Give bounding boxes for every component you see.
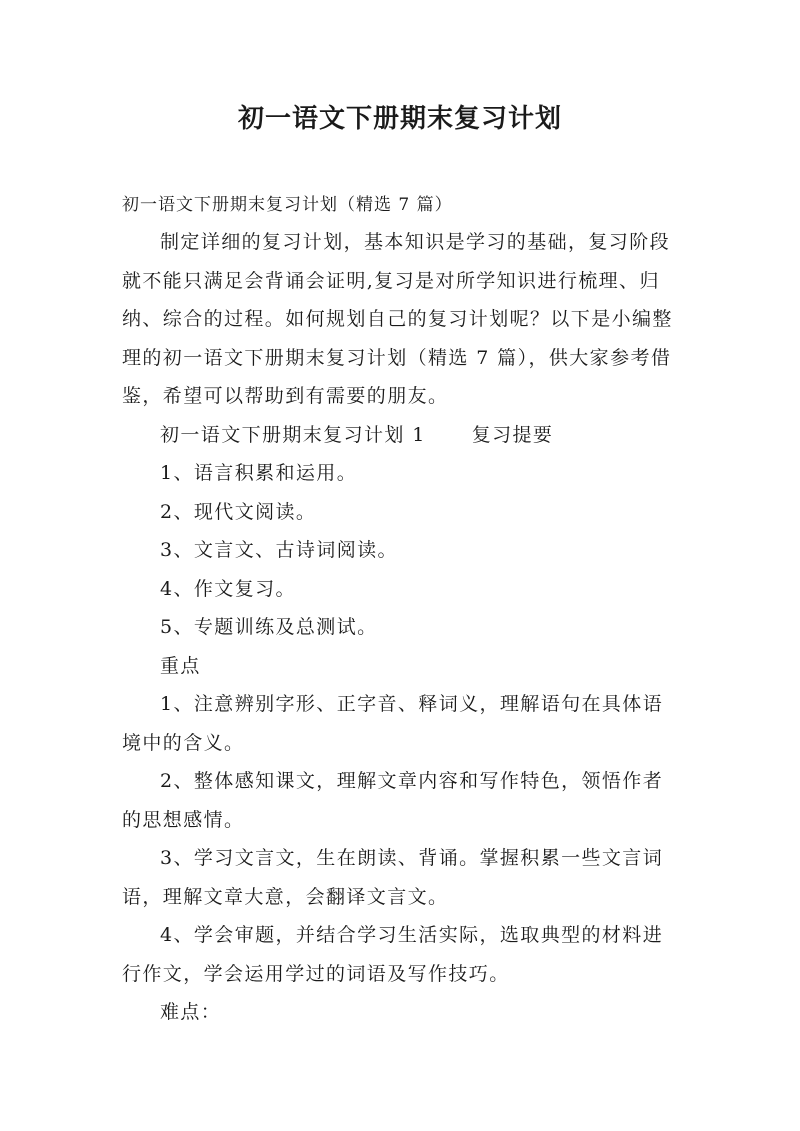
outline-item: 2、现代文阅读。 <box>160 500 317 523</box>
outline-item: 4、作文复习。 <box>160 577 296 600</box>
document-title: 初一语文下册期末复习计划 <box>237 104 562 134</box>
difficulties-heading: 难点： <box>160 1001 222 1023</box>
key-point-item: 4、学会审题，并结合学习生活实际，选取典型的材料进行作文，学会运用学过的词语及写作技巧。 <box>122 924 664 985</box>
outline-item: 1、语言积累和运用。 <box>160 462 358 484</box>
outline-item: 3、文言文、古诗词阅读。 <box>160 539 398 561</box>
key-point-item: 3、学习文言文，生在朗读、背诵。掌握积累一些文言词语，理解文章大意，会翻译文言文。 <box>122 847 664 908</box>
key-point-item: 1、注意辨别字形、正字音、释词义，理解语句在具体语境中的含义。 <box>122 693 664 754</box>
document-body <box>122 223 682 1032</box>
intro-paragraph: 制定详细的复习计划，基本知识是学习的基础，复习阶段就不能只满足会背诵会证明,复习是对所学知识进行梳理、归纳、综合的过程。如何规划自己的复习计划呢？以下是小编整理的初一语文下册期末复习计划（精选 7 篇），供大家参考借鉴，希望可以帮助到有需要的朋友。 <box>122 231 673 407</box>
section-heading-row <box>122 416 682 455</box>
outline-item: 5、专题训练及总测试。 <box>160 616 378 638</box>
document-subtitle: 初一语文下册期末复习计划（精选 7 篇） <box>122 195 453 215</box>
section-heading: 初一语文下册期末复习计划 1 <box>160 423 426 446</box>
key-points-heading: 重点 <box>160 654 201 677</box>
key-point-item: 2、整体感知课文，理解文章内容和写作特色，领悟作者的思想感情。 <box>122 770 664 831</box>
section-label: 复习提要 <box>471 423 554 446</box>
